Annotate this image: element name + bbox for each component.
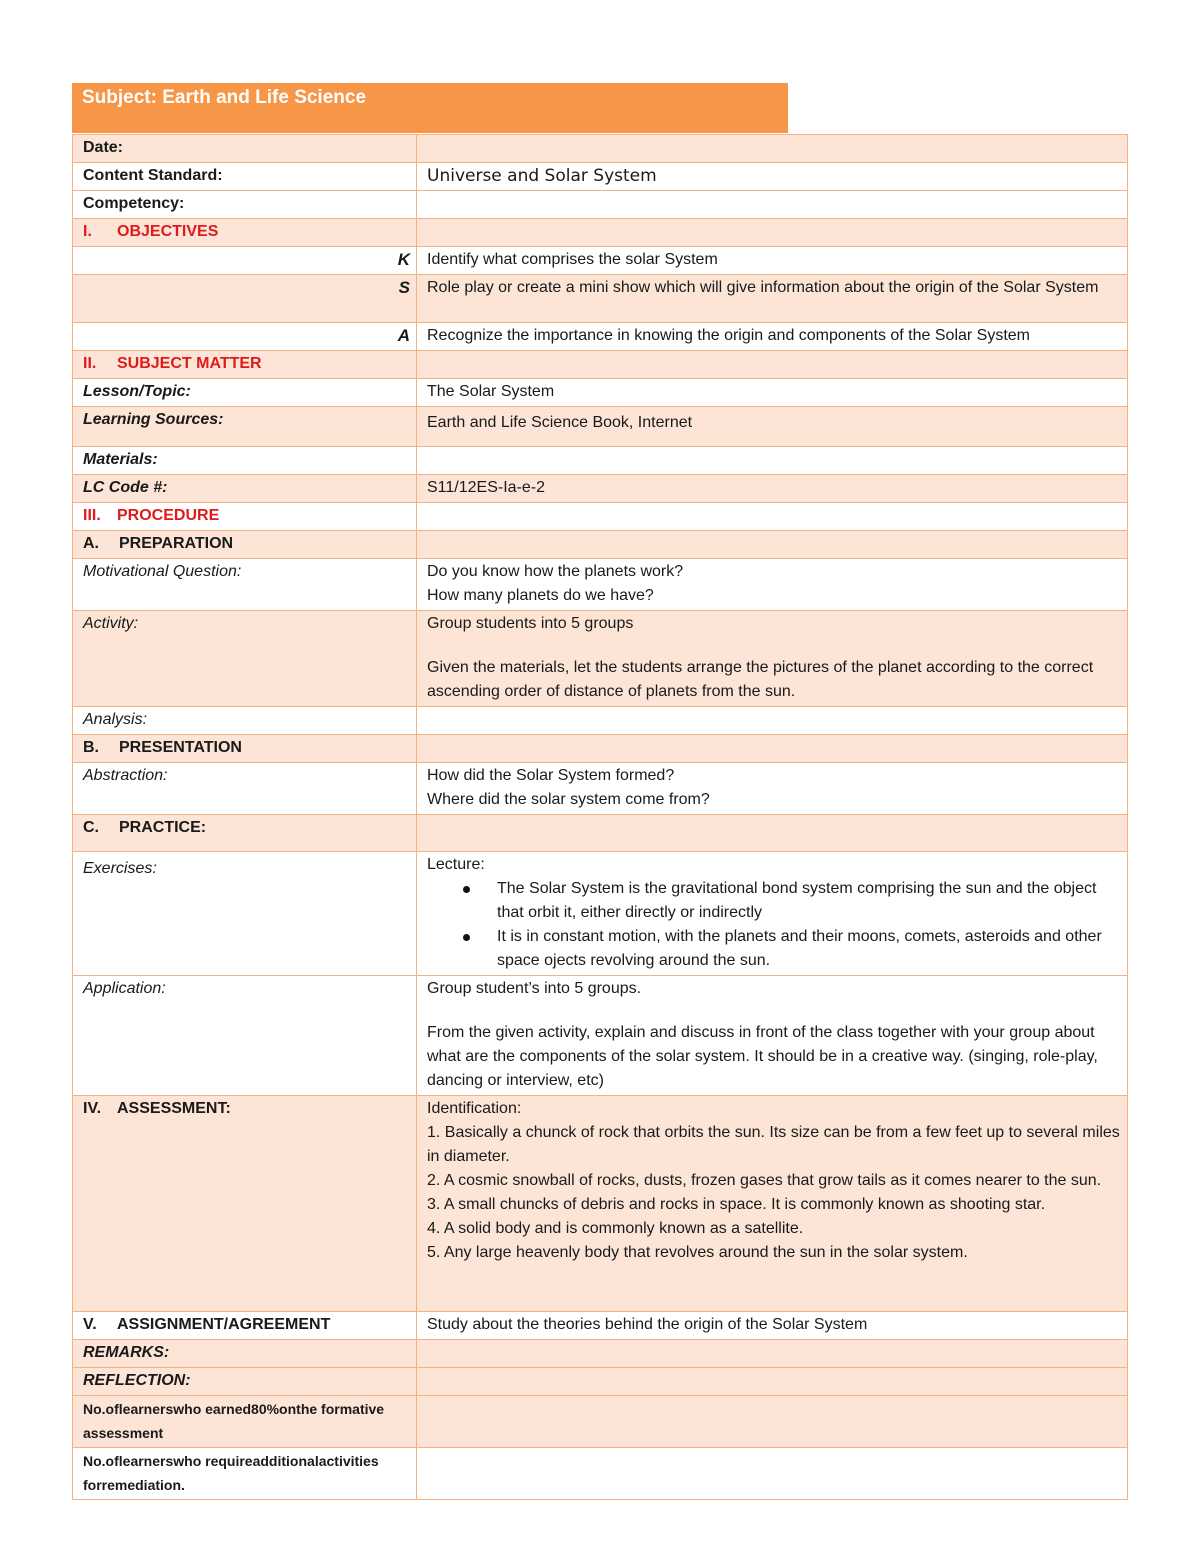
application-value (417, 976, 1128, 1096)
practice-letter: C. (83, 819, 99, 836)
row-remarks (73, 1340, 1128, 1368)
motivational-question-value (417, 559, 1128, 611)
lesson-topic-label: Lesson/Topic: (73, 379, 417, 407)
lecture-bullet (497, 925, 1121, 973)
activity-spacer (427, 636, 1121, 656)
presentation-letter: B. (83, 739, 99, 756)
row-presentation (73, 735, 1128, 763)
lecture-bullet (497, 877, 1121, 925)
presentation-title: PRESENTATION (119, 739, 242, 756)
motivational-line: How many planets do we have? (427, 587, 654, 604)
lecture-label: Lecture: (427, 856, 485, 873)
materials-label: Materials: (73, 447, 417, 475)
motivational-question-label: Motivational Question: (73, 559, 417, 611)
subject-header (72, 83, 788, 133)
abstraction-line: How did the Solar System formed? (427, 767, 675, 784)
row-application (73, 976, 1128, 1096)
row-materials (73, 447, 1128, 475)
application-line: Group student’s into 5 groups. (427, 980, 642, 997)
lesson-topic-value: The Solar System (417, 379, 1128, 407)
row-assessment (73, 1096, 1128, 1312)
motivational-line: Do you know how the planets work? (427, 563, 684, 580)
learning-sources-label: Learning Sources: (73, 407, 417, 447)
row-learning-sources (73, 407, 1128, 447)
application-label: Application: (73, 976, 417, 1096)
objective-s-text: Role play or create a mini show which will give information about the origin of the Solar System (417, 275, 1128, 323)
lecture-bullet-text: It is in constant motion, with the planets and their moons, comets, asteroids and other space ojects revolving around the sun. (497, 928, 1102, 969)
competency-label: Competency: (73, 191, 417, 219)
reflection-item-2-value (417, 1448, 1128, 1500)
row-lc-code (73, 475, 1128, 503)
assessment-line: Identification: (427, 1100, 522, 1117)
objectives-heading (73, 219, 417, 247)
materials-value (417, 447, 1128, 475)
preparation-empty (417, 531, 1128, 559)
practice-heading (73, 815, 417, 852)
objective-k-text: Identify what comprises the solar System (417, 247, 1128, 275)
date-label: Date: (73, 135, 417, 163)
row-motivational-question (73, 559, 1128, 611)
row-abstraction (73, 763, 1128, 815)
application-spacer (427, 1001, 1121, 1021)
lecture-bullets (427, 877, 1121, 973)
assessment-title: ASSESSMENT: (117, 1100, 231, 1117)
content-standard-label: Content Standard: (73, 163, 417, 191)
preparation-heading (73, 531, 417, 559)
reflection-value (417, 1368, 1128, 1396)
row-reflection-item-1 (73, 1396, 1128, 1448)
assignment-title: ASSIGNMENT/AGREEMENT (117, 1316, 331, 1333)
row-objectives (73, 219, 1128, 247)
row-competency (73, 191, 1128, 219)
assignment-heading (73, 1312, 417, 1340)
objective-k-letter: K (73, 247, 417, 275)
learning-sources-value: Earth and Life Science Book, Internet (417, 407, 1128, 447)
row-objective-a (73, 323, 1128, 351)
abstraction-line: Where did the solar system come from? (427, 791, 710, 808)
bullet-dot-icon (463, 886, 470, 893)
competency-value (417, 191, 1128, 219)
objective-s-letter: S (73, 275, 417, 323)
analysis-label: Analysis: (73, 707, 417, 735)
row-assignment (73, 1312, 1128, 1340)
row-lesson-topic (73, 379, 1128, 407)
assessment-value (417, 1096, 1128, 1312)
procedure-heading (73, 503, 417, 531)
preparation-letter: A. (83, 535, 99, 552)
practice-title: PRACTICE: (119, 819, 207, 836)
remarks-label: REMARKS: (73, 1340, 417, 1368)
presentation-heading (73, 735, 417, 763)
remarks-value (417, 1340, 1128, 1368)
exercises-value (417, 852, 1128, 976)
row-subject-matter (73, 351, 1128, 379)
lesson-plan-table (72, 134, 1128, 1500)
objective-a-text: Recognize the importance in knowing the origin and components of the Solar System (417, 323, 1128, 351)
procedure-title: PROCEDURE (117, 507, 220, 524)
lc-code-value: S11/12ES-Ia-e-2 (417, 475, 1128, 503)
practice-empty (417, 815, 1128, 852)
reflection-item-2: No.oflearnerswho requireadditionalactivities forremediation. (73, 1448, 417, 1500)
row-content-standard (73, 163, 1128, 191)
objectives-roman: I. (83, 223, 92, 240)
assessment-line: 1. Basically a chunck of rock that orbits the sun. Its size can be from a few feet up to several miles in diameter. (427, 1124, 1120, 1165)
row-reflection-item-2 (73, 1448, 1128, 1500)
date-value (417, 135, 1128, 163)
application-line: From the given activity, explain and discuss in front of the class together with your group about what are the components of the solar system. It should be in a creative way. (singing, role-play, dancing or interview, etc) (427, 1024, 1098, 1089)
activity-value (417, 611, 1128, 707)
assessment-roman: IV. (83, 1100, 102, 1117)
assessment-line: 5. Any large heavenly body that revolves around the sun in the solar system. (427, 1244, 968, 1261)
activity-line: Given the materials, let the students arrange the pictures of the planet according to the correct ascending order of distance of planets from the sun. (427, 659, 1094, 700)
bullet-dot-icon (463, 934, 470, 941)
exercises-label: Exercises: (73, 852, 417, 976)
reflection-item-1-value (417, 1396, 1128, 1448)
assessment-heading (73, 1096, 417, 1312)
subject-matter-roman: II. (83, 355, 97, 372)
reflection-item-1: No.oflearnerswho earned80%onthe formative assessment (73, 1396, 417, 1448)
row-analysis (73, 707, 1128, 735)
preparation-title: PREPARATION (119, 535, 234, 552)
row-date (73, 135, 1128, 163)
assessment-line: 2. A cosmic snowball of rocks, dusts, frozen gases that grow tails as it comes nearer to the sun. (427, 1172, 1102, 1189)
content-standard-value: Universe and Solar System (417, 163, 1128, 191)
row-procedure (73, 503, 1128, 531)
row-activity (73, 611, 1128, 707)
row-reflection (73, 1368, 1128, 1396)
activity-label: Activity: (73, 611, 417, 707)
row-exercises (73, 852, 1128, 976)
objectives-title: OBJECTIVES (117, 223, 219, 240)
reflection-label: REFLECTION: (73, 1368, 417, 1396)
analysis-value (417, 707, 1128, 735)
subject-matter-title: SUBJECT MATTER (117, 355, 262, 372)
procedure-roman: III. (83, 507, 101, 524)
row-practice (73, 815, 1128, 852)
subject-matter-heading (73, 351, 417, 379)
assessment-line: 3. A small chuncks of debris and rocks in space. It is commonly known as shooting star. (427, 1196, 1046, 1213)
row-objective-s (73, 275, 1128, 323)
procedure-empty (417, 503, 1128, 531)
assignment-roman: V. (83, 1316, 97, 1333)
activity-line: Group students into 5 groups (427, 615, 634, 632)
assessment-line: 4. A solid body and is commonly known as a satellite. (427, 1220, 804, 1237)
assignment-value: Study about the theories behind the origin of the Solar System (417, 1312, 1128, 1340)
lecture-bullet-text: The Solar System is the gravitational bond system comprising the sun and the object that orbit it, either directly or indirectly (497, 880, 1097, 921)
lc-code-label: LC Code #: (73, 475, 417, 503)
abstraction-label: Abstraction: (73, 763, 417, 815)
presentation-empty (417, 735, 1128, 763)
abstraction-value (417, 763, 1128, 815)
objectives-empty (417, 219, 1128, 247)
subject-matter-empty (417, 351, 1128, 379)
row-objective-k (73, 247, 1128, 275)
objective-a-letter: A (73, 323, 417, 351)
subject-title: Subject: Earth and Life Science (82, 87, 367, 108)
row-preparation (73, 531, 1128, 559)
